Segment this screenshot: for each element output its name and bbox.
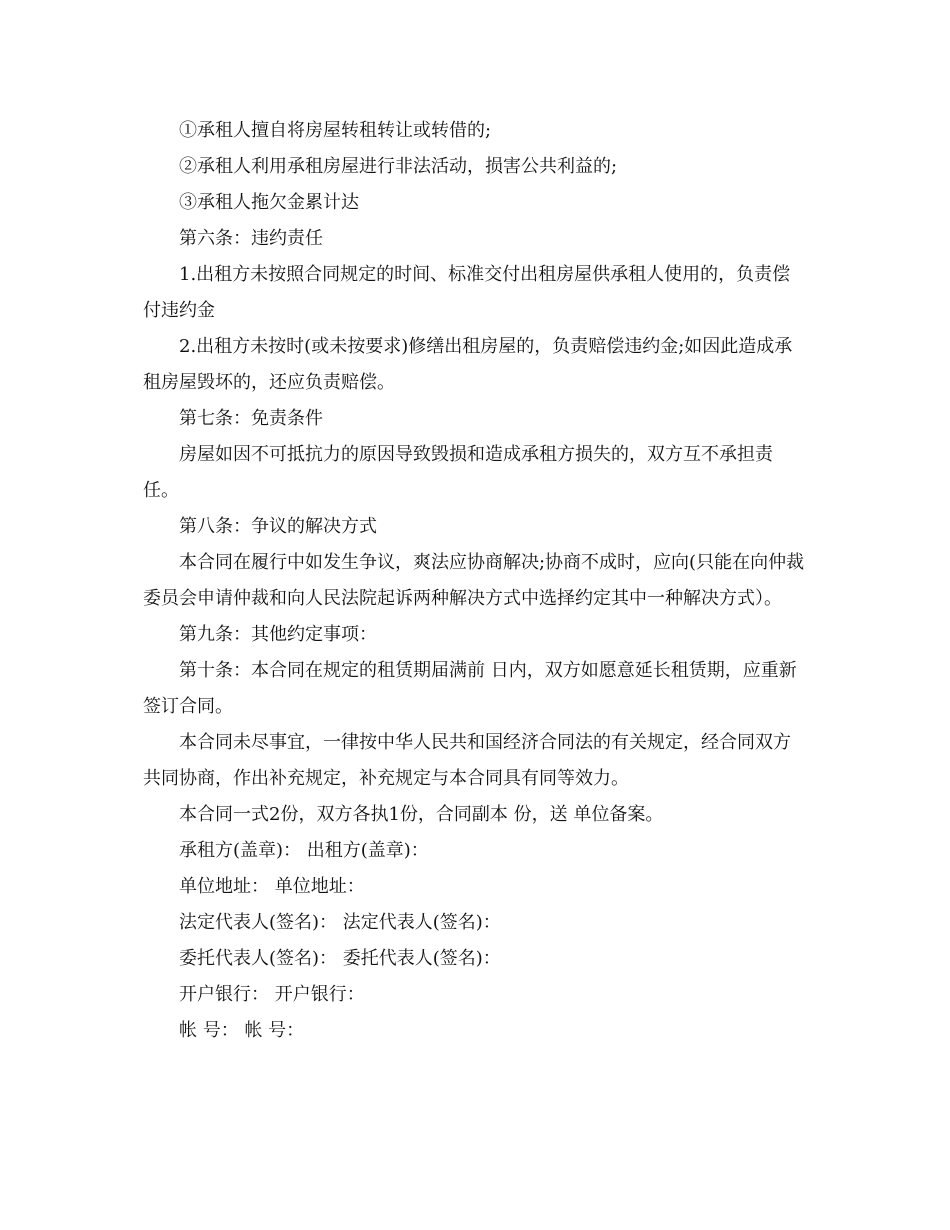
article-6-item-1: 1.出租方未按照合同规定的时间、标准交付出租房屋供承租人使用的，负责偿付违约金 [143,264,791,321]
supplementary-clause: 本合同未尽事宜，一律按中华人民共和国经济合同法的有关规定，经合同双方共同协商，作出补充规定，补充规定与本合同具有同等效力。 [143,732,791,789]
signature-legal-rep-line: 法定代表人(签名)： 法定代表人(签名)： [179,912,501,933]
clause-item-3: ③承租人拖欠金累计达 [179,192,359,213]
signature-seal-line: 承租方(盖章)： 出租方(盖章)： [179,840,429,861]
clause-item-1: ①承租人擅自将房屋转租转让或转借的; [179,120,492,141]
copies-clause: 本合同一式2份，双方各执1份，合同副本 份，送 单位备案。 [179,804,664,825]
article-6-item-2: 2.出租方未按时(或未按要求)修缮出租房屋的，负责赔偿违约金;如因此造成承租房屋毁坏的，还应负责赔偿。 [143,336,793,393]
signature-bank-line: 开户银行： 开户银行： [179,984,365,1005]
signature-agent-line: 委托代表人(签名)： 委托代表人(签名)： [179,948,501,969]
article-7-heading: 第七条：免责条件 [179,408,323,429]
article-7-body: 房屋如因不可抵抗力的原因导致毁损和造成承租方损失的，双方互不承担责任。 [143,444,773,501]
article-9-heading: 第九条：其他约定事项： [179,624,377,645]
article-6-heading: 第六条：违约责任 [179,228,323,249]
article-10-body: 第十条：本合同在规定的租赁期届满前 日内，双方如愿意延长租赁期，应重新签订合同。 [143,660,797,717]
article-8-body: 本合同在履行中如发生争议，爽法应协商解决;协商不成时，应向(只能在向仲裁委员会申请仲裁和向人民法院起诉两种解决方式中选择约定其中一种解决方式）。 [143,552,805,609]
signature-account-line: 帐 号： 帐 号： [179,1020,305,1041]
document-body [143,113,808,1049]
signature-address-line: 单位地址： 单位地址： [179,876,365,897]
clause-item-2: ②承租人利用承租房屋进行非法活动，损害公共利益的; [179,156,618,177]
article-8-heading: 第八条：争议的解决方式 [179,516,377,537]
